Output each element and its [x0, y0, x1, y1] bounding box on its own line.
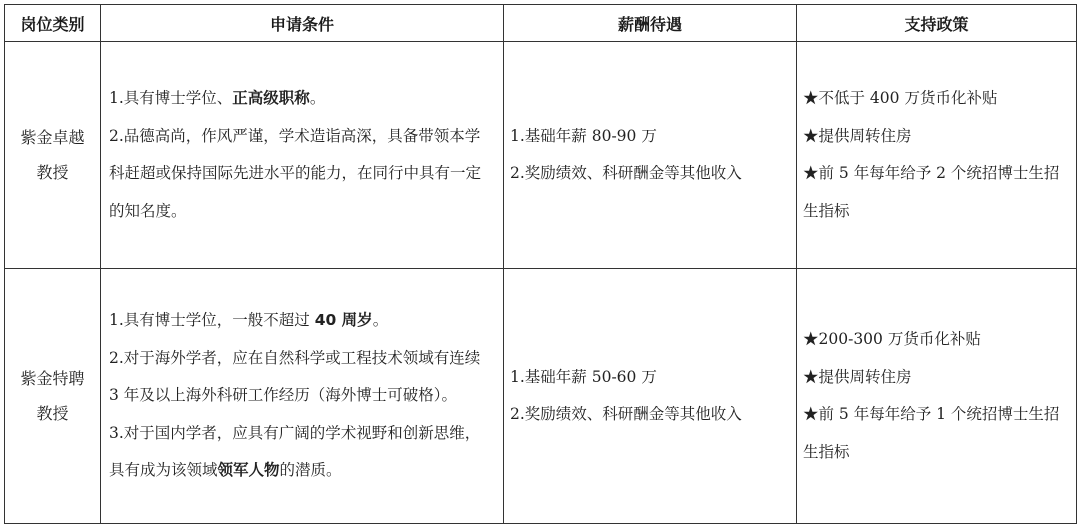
requirement-item	[109, 302, 495, 340]
requirements-cell	[101, 42, 504, 269]
requirement-item	[109, 118, 495, 231]
requirement-text-end: 。	[309, 89, 326, 107]
support-item: ★提供周转住房	[803, 126, 912, 145]
requirement-emphasis: 领军人物	[217, 461, 280, 480]
header-requirements: 申请条件	[101, 5, 504, 42]
support-item: ★提供周转住房	[803, 367, 912, 386]
salary-item: 2.奖励绩效、科研酬金等其他收入	[510, 164, 742, 182]
salary-item: 1.基础年薪 50-60 万	[510, 367, 657, 386]
category-name: 紫金特聘	[20, 369, 85, 388]
requirement-item	[109, 415, 495, 490]
category-cell	[5, 269, 101, 524]
support-item: ★不低于 400 万货币化补贴	[803, 89, 998, 107]
requirement-text: 2.品德高尚，作风严谨，学术造诣高深，具备带领本学科赶超或保持国际先进水平的能力，在同行中具有一定的知名度。	[109, 126, 482, 220]
requirements-cell	[101, 269, 504, 524]
talent-policy-table	[4, 4, 1077, 524]
salary-item: 1.基础年薪 80-90 万	[510, 126, 657, 145]
requirement-text: 2.对于海外学者，应在自然科学或工程技术领域有连续 3 年及以上海外科研工作经历（海外博士可破格）。	[109, 348, 481, 405]
support-cell	[797, 269, 1077, 524]
header-support: 支持政策	[797, 5, 1077, 42]
category-title: 教授	[36, 163, 69, 182]
salary-cell	[504, 269, 797, 524]
salary-cell	[504, 42, 797, 269]
requirement-text: 1.具有博士学位、	[109, 89, 233, 107]
support-cell	[797, 42, 1077, 269]
header-salary: 薪酬待遇	[504, 5, 797, 42]
requirement-item	[109, 340, 495, 415]
category-cell	[5, 42, 101, 269]
header-category: 岗位类别	[5, 5, 101, 42]
requirement-item	[109, 80, 495, 118]
table-row	[5, 269, 1077, 524]
requirement-text-end: 的潜质。	[279, 461, 342, 480]
table-row	[5, 42, 1077, 269]
support-item: ★200-300 万货币化补贴	[803, 330, 981, 348]
requirement-text-end: 。	[372, 311, 389, 330]
support-item: ★前 5 年每年给予 1 个统招博士生招生指标	[803, 405, 1060, 461]
header-row	[5, 5, 1077, 42]
requirement-text: 3.对于国内学者，应具有广阔的学术视野和创新思维，具有成为该领域	[109, 423, 481, 480]
category-title: 教授	[36, 404, 69, 423]
salary-item: 2.奖励绩效、科研酬金等其他收入	[510, 405, 742, 423]
requirement-emphasis: 正高级职称	[232, 89, 310, 107]
requirement-emphasis: 40 周岁	[314, 311, 373, 330]
category-name: 紫金卓越	[20, 128, 85, 147]
support-item: ★前 5 年每年给予 2 个统招博士生招生指标	[803, 164, 1060, 220]
requirement-text: 1.具有博士学位，一般不超过	[109, 311, 315, 330]
